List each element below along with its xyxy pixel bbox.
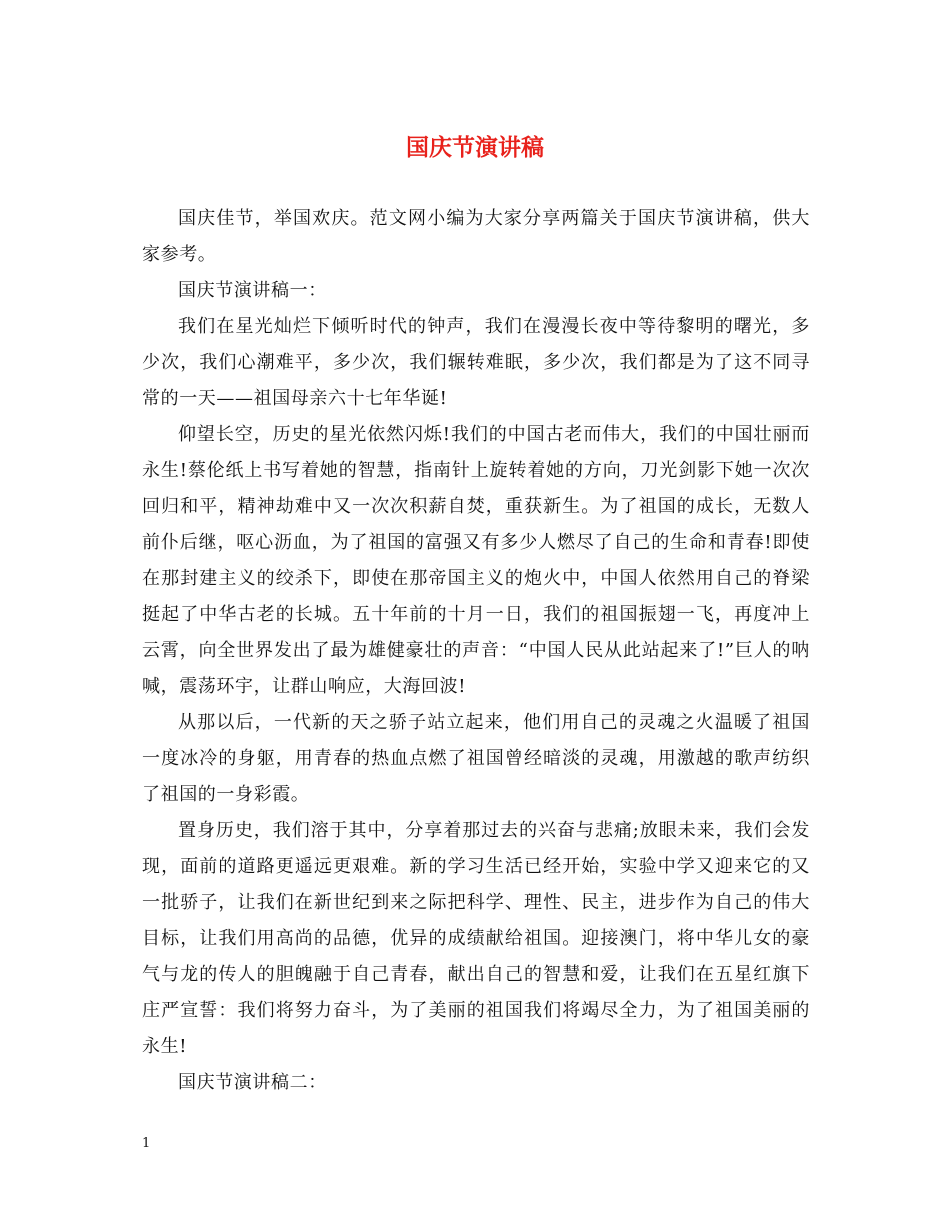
- body-paragraph: 从那以后，一代新的天之骄子站立起来，他们用自己的灵魂之火温暖了祖国一度冰冷的身躯，用青春的热血点燃了祖国曾经暗淡的灵魂，用激越的歌声纺织了祖国的一身彩霞。: [142, 712, 810, 805]
- body-paragraph: 仰望长空，历史的星光依然闪烁!我们的中国古老而伟大，我们的中国壮丽而永生!蔡伦纸上书写着她的智慧，指南针上旋转着她的方向，刀光剑影下她一次次回归和平，精神劫难中又一次次积薪自焚，重获新生。为了祖国的成长，无数人前仆后继，呕心沥血，为了祖国的富强又有多少人燃尽了自己的生命和青春!即使在那封建主义的绞杀下，即使在那帝国主义的炮火中，中国人依然用自己的脊梁挺起了中华古老的长城。五十年前的十月一日，我们的祖国振翅一飞，再度冲上云霄，向全世界发出了最为雄健豪壮的声音：“中国人民从此站起来了!”巨人的呐喊，震荡环宇，让群山响应，大海回波!: [142, 424, 810, 697]
- speech-two-heading: 国庆节演讲稿二：: [178, 1072, 327, 1093]
- body-paragraph: 我们在星光灿烂下倾听时代的钟声，我们在漫漫长夜中等待黎明的曙光，多少次，我们心潮难平，多少次，我们辗转难眠，多少次，我们都是为了这不同寻常的一天——祖国母亲六十七年华诞!: [142, 316, 810, 409]
- page-number: 1: [142, 1136, 151, 1151]
- speech-one-heading: 国庆节演讲稿一：: [178, 280, 327, 301]
- document-title: 国庆节演讲稿: [406, 134, 544, 161]
- body-paragraph: 置身历史，我们溶于其中，分享着那过去的兴奋与悲痛;放眼未来，我们会发现，面前的道路更遥远更艰难。新的学习生活已经开始，实验中学又迎来它的又一批骄子，让我们在新世纪到来之际把科学、理性、民主，进步作为自己的伟大目标，让我们用高尚的品德，优异的成绩献给祖国。迎接澳门，将中华儿女的豪气与龙的传人的胆魄融于自己青春，献出自己的智慧和爱，让我们在五星红旗下庄严宣誓：我们将努力奋斗，为了美丽的祖国我们将竭尽全力，为了祖国美丽的永生!: [142, 820, 810, 1057]
- document-body: [142, 201, 810, 1101]
- intro-paragraph: 国庆佳节，举国欢庆。范文网小编为大家分享两篇关于国庆节演讲稿，供大家参考。: [142, 208, 810, 265]
